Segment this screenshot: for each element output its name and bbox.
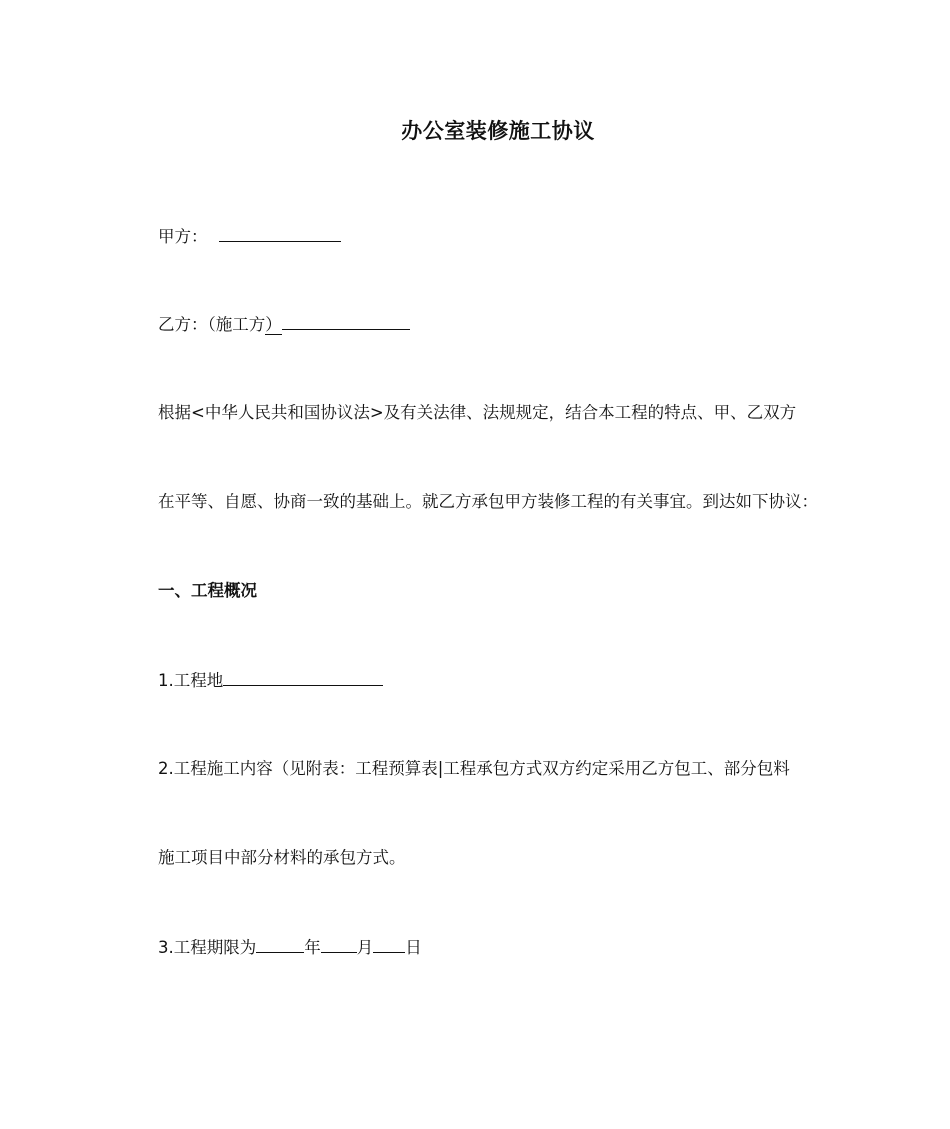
month-blank [321,936,357,953]
intro-line-1: 根据<中华人民共和国协议法>及有关法律、法规规定，结合本工程的特点、甲、乙双方 [158,403,797,422]
item-1-label: 1.工程地 [158,671,224,690]
item-3-line [158,936,422,959]
day-label: 日 [405,938,422,957]
party-a-line [158,225,341,248]
item-2-line-2: 施工项目中部分材料的承包方式。 [158,848,406,867]
party-b-label: 乙方：（施工方 [158,315,266,334]
party-b-blank [282,313,410,330]
party-a-blank [219,225,341,242]
year-blank [256,936,304,953]
item-2-line-1: 2.工程施工内容（见附表：工程预算表|工程承包方式双方约定采用乙方包工、部分包料 [158,759,790,778]
party-b-paren: ） [265,315,282,334]
item-1-blank [223,669,383,686]
item-3-label: 3.工程期限为 [158,938,257,957]
section-1-heading: 一、工程概况 [158,581,257,600]
year-label: 年 [304,938,321,957]
party-a-label: 甲方： [158,227,208,246]
month-label: 月 [356,938,374,957]
day-blank [373,936,405,953]
party-b-line [158,313,410,336]
document-title: 办公室装修施工协议 [401,119,595,143]
intro-line-2: 在平等、自愿、协商一致的基础上。就乙方承包甲方装修工程的有关事宜。到达如下协议： [158,492,818,511]
item-1-line [158,669,383,692]
